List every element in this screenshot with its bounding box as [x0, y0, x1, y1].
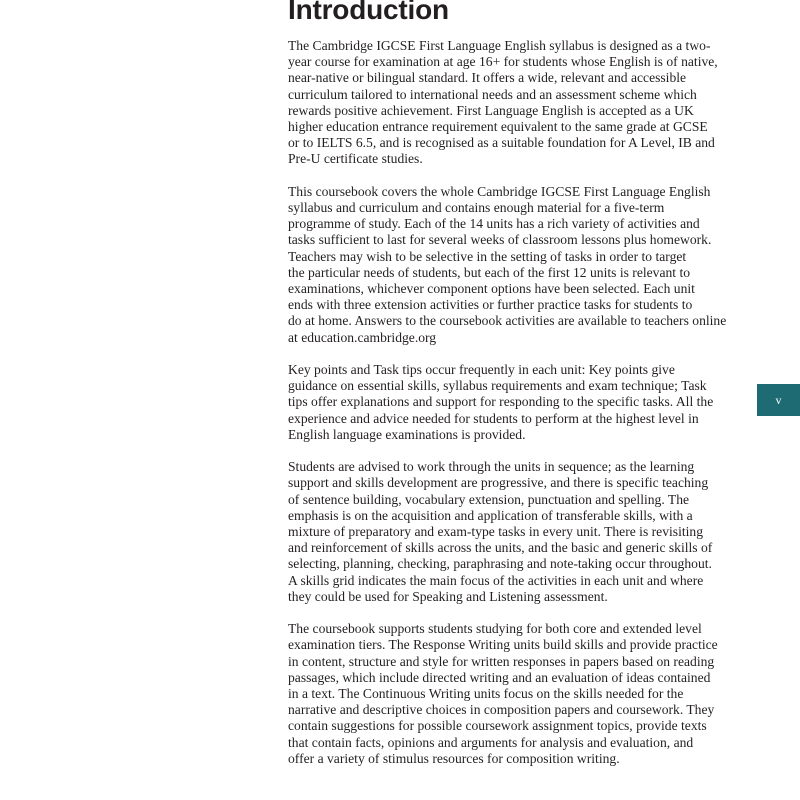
text-line: support and skills development are progressive, and there is specific teaching [288, 475, 709, 491]
text-line: they could be used for Speaking and Listening assessment. [288, 588, 608, 604]
text-line: tips offer explanations and support for responding to the specific tasks. All the [288, 394, 714, 410]
paragraph [288, 459, 746, 605]
text-line: year course for examination at age 16+ for students whose English is of native, [288, 54, 718, 70]
text-line: emphasis is on the acquisition and application of transferable skills, with a [288, 507, 693, 523]
text-line: programme of study. Each of the 14 units has a rich variety of activities and [288, 216, 700, 232]
text-line: near-native or bilingual standard. It offers a wide, relevant and accessible [288, 70, 687, 86]
paragraph [288, 184, 746, 346]
text-line: in content, structure and style for written responses in papers based on reading [288, 653, 715, 669]
text-line: tasks sufficient to last for several weeks of classroom lessons plus homework. [288, 232, 712, 248]
text-line: experience and advice needed for students to perform at the highest level in [288, 410, 699, 426]
text-line: higher education entrance requirement equivalent to the same grade at GCSE [288, 119, 708, 135]
text-line: offer a variety of stimulus resources for composition writing. [288, 750, 620, 766]
text-line: This coursebook covers the whole Cambridge IGCSE First Language English [288, 183, 711, 199]
text-line: in a text. The Continuous Writing units focus on the skills needed for the [288, 686, 684, 702]
text-line: at education.cambridge.org [288, 329, 437, 345]
page-title: Introduction [288, 0, 449, 25]
body-text [288, 38, 746, 783]
text-line: mixture of preparatory and exam-type tasks in every unit. There is revisiting [288, 524, 703, 540]
text-line: guidance on essential skills, syllabus requirements and exam technique; Task [288, 378, 707, 394]
text-line: examinations, whichever component options have been selected. Each unit [288, 281, 695, 297]
text-line: curriculum tailored to international needs and an assessment scheme which [288, 86, 697, 102]
text-line: Teachers may wish to be selective in the setting of tasks in order to target [288, 248, 687, 264]
text-line: English language examinations is provided. [288, 426, 526, 442]
text-line: contain suggestions for possible coursework assignment topics, provide texts [288, 718, 707, 734]
text-line: that contain facts, opinions and arguments for analysis and evaluation, and [288, 734, 694, 750]
text-line: Students are advised to work through the units in sequence; as the learning [288, 459, 695, 475]
text-line: of sentence building, vocabulary extension, punctuation and spelling. The [288, 491, 690, 507]
text-line: do at home. Answers to the coursebook activities are available to teachers online [288, 313, 727, 329]
text-line: the particular needs of students, but each of the first 12 units is relevant to [288, 264, 691, 280]
paragraph [288, 38, 746, 168]
text-line: examination tiers. The Response Writing units build skills and provide practice [288, 637, 718, 653]
text-line: and reinforcement of skills across the units, and the basic and generic skills of [288, 540, 713, 556]
text-line: selecting, planning, checking, paraphrasing and note-taking occur throughout. [288, 556, 712, 572]
text-line: The Cambridge IGCSE First Language English syllabus is designed as a two- [288, 38, 711, 53]
text-line: Key points and Task tips occur frequently in each unit: Key points give [288, 362, 675, 378]
paragraph [288, 362, 746, 443]
page-number: v [775, 392, 782, 407]
text-line: syllabus and curriculum and contains enough material for a five-term [288, 200, 665, 216]
page-number-tab [757, 384, 800, 416]
text-line: Pre-U certificate studies. [288, 151, 423, 167]
paragraph [288, 621, 746, 767]
text-line: The coursebook supports students studying for both core and extended level [288, 621, 702, 637]
text-line: or to IELTS 6.5, and is recognised as a suitable foundation for A Level, IB and [288, 135, 715, 151]
text-line: rewards positive achievement. First Language English is accepted as a UK [288, 102, 694, 118]
text-line: narrative and descriptive choices in composition papers and coursework. They [288, 702, 715, 718]
text-line: passages, which include directed writing and an evaluation of ideas contained [288, 669, 711, 685]
text-line: A skills grid indicates the main focus of the activities in each unit and where [288, 572, 704, 588]
text-line: ends with three extension activities or further practice tasks for students to [288, 297, 693, 313]
